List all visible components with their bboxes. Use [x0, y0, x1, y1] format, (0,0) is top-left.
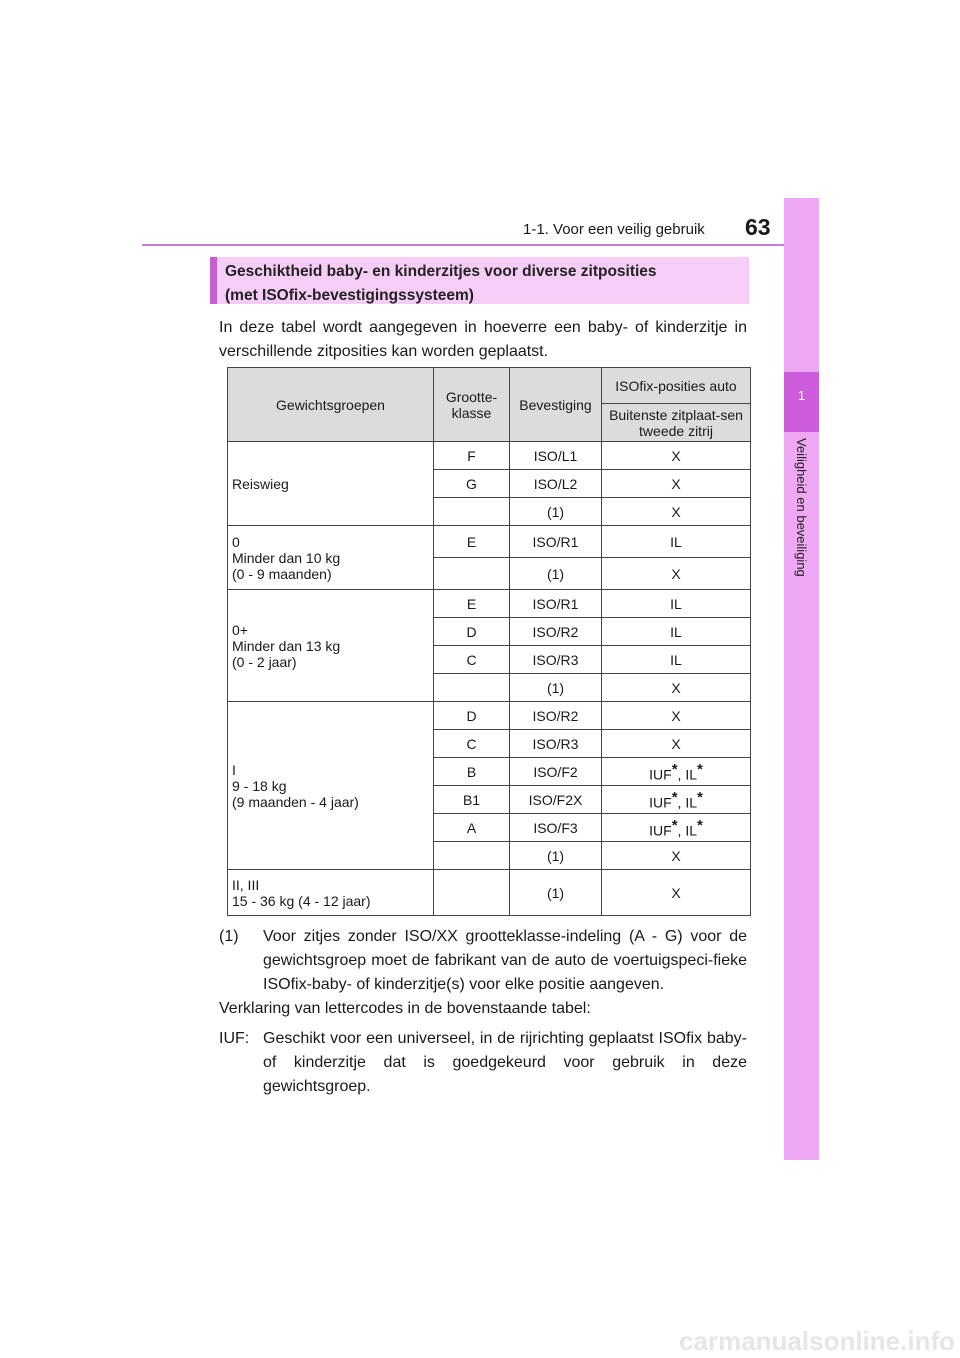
- size-class-cell: E: [434, 526, 510, 558]
- attachment-cell: (1): [510, 558, 602, 590]
- attachment-cell: ISO/L1: [510, 442, 602, 470]
- weight-group-line: 0: [232, 533, 240, 550]
- watermark-logo: [0, 1328, 960, 1358]
- table-row: [228, 590, 751, 618]
- attachment-cell: ISO/R2: [510, 702, 602, 730]
- weight-group-cell: [228, 526, 434, 590]
- size-class-cell: [434, 870, 510, 916]
- position-value-cell: X: [602, 470, 751, 498]
- footnote-asterisk: *: [671, 816, 678, 834]
- section-heading: [210, 257, 749, 304]
- position-value-cell: X: [602, 842, 751, 870]
- header-isofix-positions: ISOfix-posities auto: [602, 368, 751, 404]
- footnote-asterisk: *: [697, 816, 703, 834]
- footnote-asterisk: *: [671, 788, 678, 806]
- size-class-cell: D: [434, 618, 510, 646]
- footnote-marker: (1): [219, 928, 239, 945]
- section-heading-line2: (met ISOfix-bevestigingssysteem): [225, 287, 474, 304]
- size-class-cell: G: [434, 470, 510, 498]
- page-number: 63: [745, 214, 771, 240]
- attachment-cell: ISO/R1: [510, 526, 602, 558]
- weight-group-line: I: [232, 761, 236, 778]
- size-class-cell: B: [434, 758, 510, 786]
- weight-group-line: Minder dan 10 kg: [232, 549, 341, 566]
- table-row: [228, 702, 751, 730]
- position-value-cell: X: [602, 730, 751, 758]
- isofix-table: [227, 367, 751, 916]
- attachment-cell: (1): [510, 870, 602, 916]
- size-class-cell: [434, 498, 510, 526]
- attachment-cell: ISO/L2: [510, 470, 602, 498]
- legend-text: Geschikt voor een universeel, in de rijrichting geplaatst ISOfix baby- of kinderzitje dat is goedgekeurd voor gebruik in deze gewichtsgroep.: [263, 1030, 747, 1095]
- section-heading-line1: Geschiktheid baby- en kinderzitjes voor diverse zitposities: [225, 263, 657, 280]
- header-weight-group: Gewichtsgroepen: [228, 368, 434, 442]
- table-row: [228, 442, 751, 470]
- attachment-cell: ISO/F3: [510, 814, 602, 842]
- weight-group-line: Reiswieg: [232, 475, 289, 492]
- attachment-cell: (1): [510, 674, 602, 702]
- weight-group-line: 0+: [232, 621, 248, 638]
- position-value-cell: X: [602, 702, 751, 730]
- intro-paragraph: In deze tabel wordt aangegeven in hoeverre een baby- of kinderzitje in verschillende zitposities kan worden geplaatst.: [219, 319, 747, 360]
- attachment-cell: ISO/R2: [510, 618, 602, 646]
- footnote: [219, 925, 747, 997]
- position-value-cell: X: [602, 674, 751, 702]
- position-value-cell: IUF*, IL*: [602, 814, 751, 842]
- watermark-text: carmanualsonline.info: [679, 1328, 955, 1356]
- position-value-cell: X: [602, 870, 751, 916]
- legend-intro: Verklaring van lettercodes in de bovenstaande tabel:: [219, 1000, 591, 1017]
- chapter-number: 1: [797, 388, 806, 403]
- size-class-cell: [434, 558, 510, 590]
- size-class-cell: C: [434, 730, 510, 758]
- table-row: [228, 870, 751, 916]
- weight-group-line: 9 - 18 kg: [232, 777, 287, 794]
- attachment-cell: ISO/F2: [510, 758, 602, 786]
- position-value-cell: X: [602, 558, 751, 590]
- legend-code: IUF:: [219, 1030, 250, 1047]
- table-row: [228, 526, 751, 558]
- table-body: [228, 442, 751, 916]
- size-class-cell: [434, 842, 510, 870]
- weight-group-line: 15 - 36 kg (4 - 12 jaar): [232, 892, 371, 909]
- chapter-side-tab: [784, 198, 819, 1160]
- position-value-cell: X: [602, 442, 751, 470]
- weight-group-cell: [228, 442, 434, 526]
- position-value-cell: IL: [602, 526, 751, 558]
- weight-group-cell: [228, 702, 434, 870]
- position-value-cell: X: [602, 498, 751, 526]
- size-class-cell: [434, 674, 510, 702]
- size-class-cell: B1: [434, 786, 510, 814]
- header-attachment: Bevestiging: [510, 368, 602, 442]
- size-class-cell: A: [434, 814, 510, 842]
- legend-iuf: [219, 1027, 747, 1099]
- weight-group-line: (0 - 2 jaar): [232, 653, 297, 670]
- weight-group-line: II, III: [232, 876, 260, 893]
- weight-group-cell: [228, 870, 434, 916]
- attachment-cell: ISO/R3: [510, 730, 602, 758]
- size-class-cell: C: [434, 646, 510, 674]
- footnote-asterisk: *: [697, 760, 703, 778]
- weight-group-line: (0 - 9 maanden): [232, 565, 332, 582]
- size-class-cell: D: [434, 702, 510, 730]
- header-divider: [142, 244, 819, 246]
- attachment-cell: ISO/R1: [510, 590, 602, 618]
- chapter-label: Veiligheid en beveiliging: [794, 438, 809, 577]
- attachment-cell: (1): [510, 842, 602, 870]
- weight-group-cell: [228, 590, 434, 702]
- attachment-cell: ISO/F2X: [510, 786, 602, 814]
- section-reference: 1-1. Voor een veilig gebruik: [523, 221, 705, 238]
- footnote-asterisk: *: [671, 760, 678, 778]
- position-value-cell: IL: [602, 646, 751, 674]
- header-size-class: Grootte-klasse: [434, 368, 510, 442]
- weight-group-line: Minder dan 13 kg: [232, 637, 341, 654]
- position-value-cell: IUF*, IL*: [602, 786, 751, 814]
- size-class-cell: E: [434, 590, 510, 618]
- size-class-cell: F: [434, 442, 510, 470]
- position-value-cell: IL: [602, 590, 751, 618]
- footnote-text: Voor zitjes zonder ISO/XX grootteklasse-indeling (A - G) voor de gewichtsgroep moet de fabrikant van de auto de voertuigspeci-fieke ISOfix-baby- of kinderzitje(s) voor elke positie aangeven.: [263, 928, 747, 993]
- footnote-asterisk: *: [697, 788, 703, 806]
- attachment-cell: ISO/R3: [510, 646, 602, 674]
- position-value-cell: IUF*, IL*: [602, 758, 751, 786]
- position-value-cell: IL: [602, 618, 751, 646]
- header-outer-seat: Buitenste zitplaat-sen tweede zitrij: [602, 404, 751, 442]
- weight-group-line: (9 maanden - 4 jaar): [232, 793, 359, 810]
- attachment-cell: (1): [510, 498, 602, 526]
